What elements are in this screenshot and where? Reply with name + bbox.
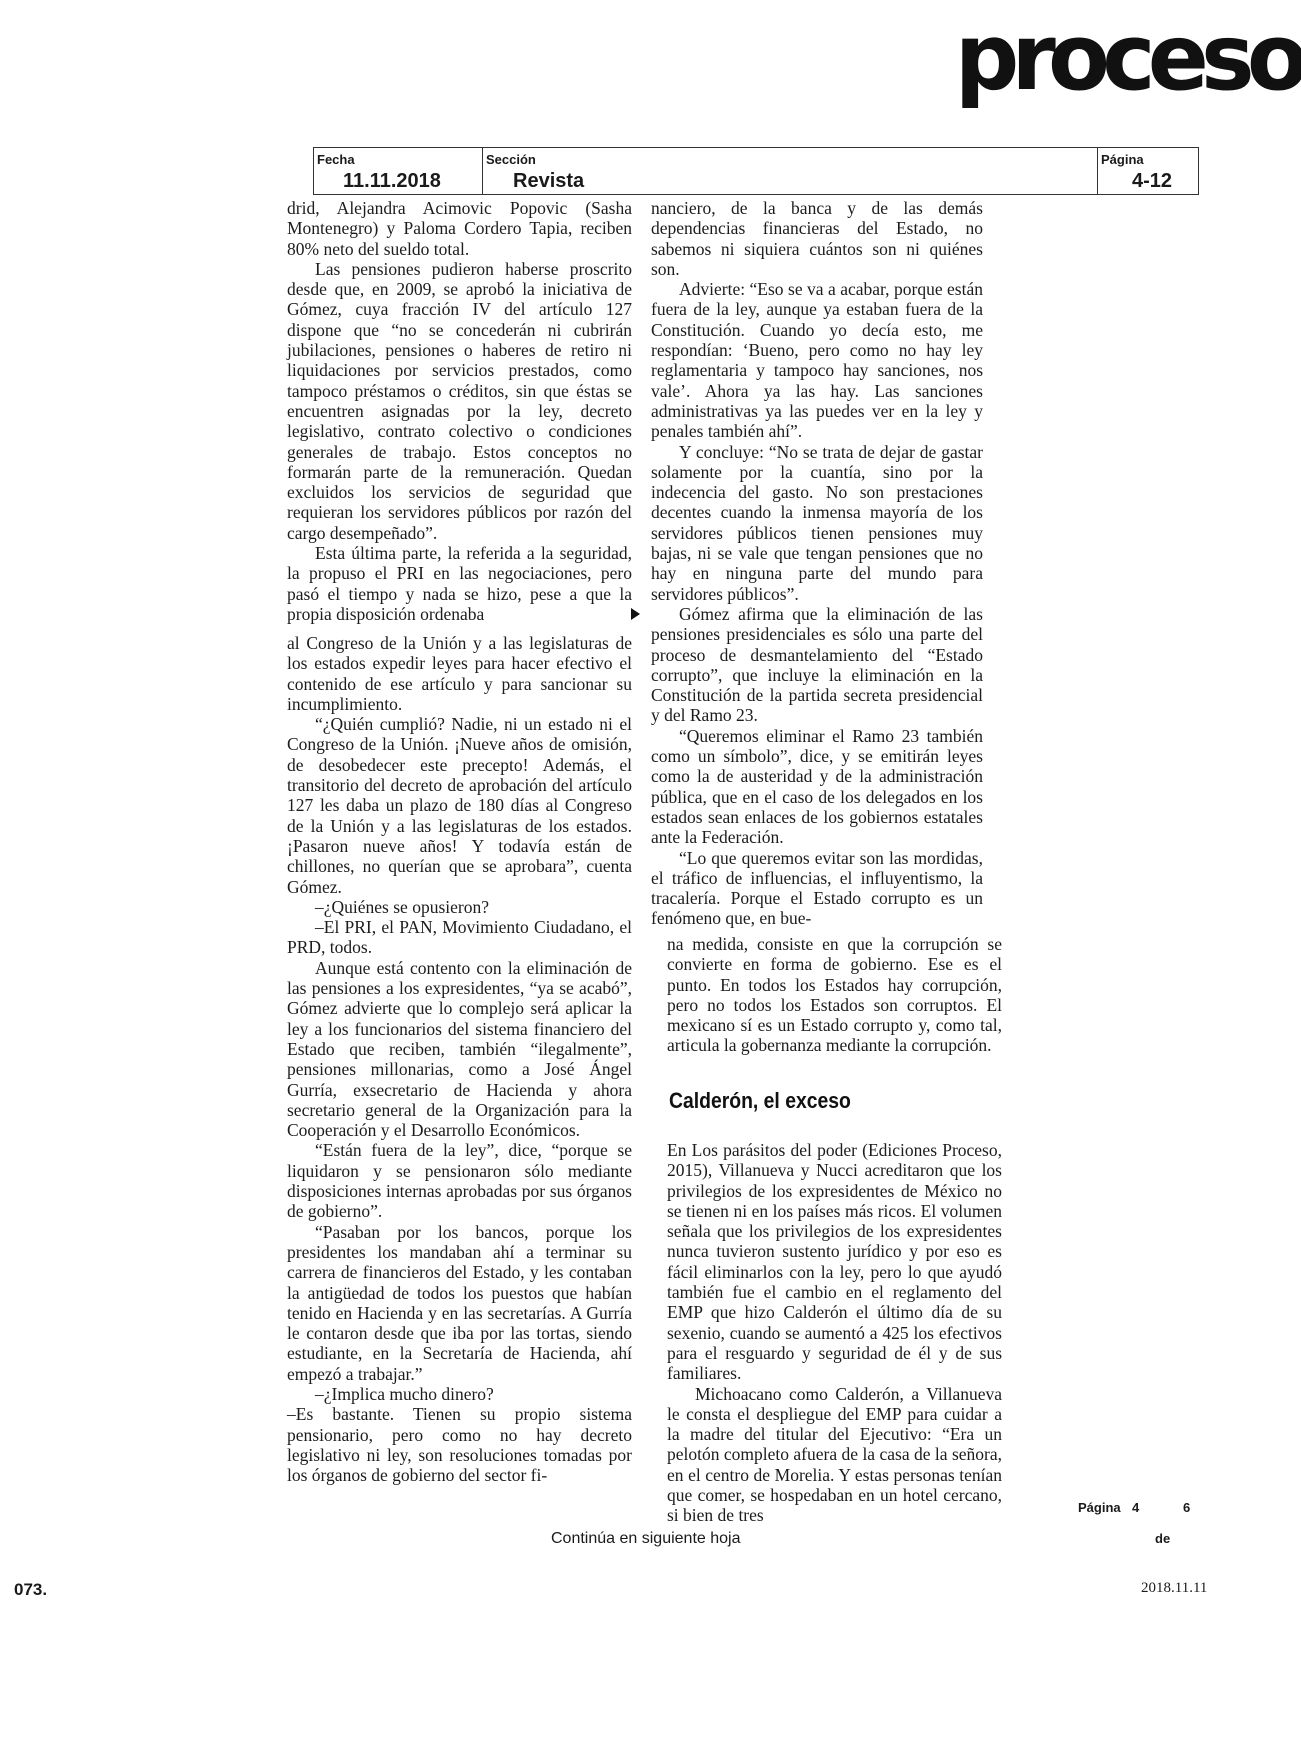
- footer-date: 2018.11.11: [1141, 1580, 1208, 1596]
- paragraph: “Están fuera de la ley”, dice, “porque se liquidaron y se pensionaron sólo mediante disposiciones internas aprobadas por sus órganos de gobierno”.: [287, 1140, 632, 1222]
- continue-arrow-icon: [631, 608, 640, 620]
- proceso-logo: proceso: [954, 4, 1301, 111]
- paragraph: Y concluye: “No se trata de dejar de gastar solamente por la cuantía, sino por la indecencia del gasto. No son prestaciones decentes cuando la inmensa mayoría de los servidores públicos tienen pensiones muy bajas, ni se vale que tengan pensiones que no hay en ninguna parte del mundo para servidores públicos”.: [651, 441, 983, 604]
- column-1-bottom: [287, 633, 632, 1485]
- paragraph: nanciero, de la banca y de las demás dependencias financieras del Estado, no sabemos ni siquiera cuántos son ni quiénes son.: [651, 198, 983, 279]
- paragraph: “¿Quién cumplió? Nadie, ni un estado ni el Congreso de la Unión. ¡Nueve años de omisión, de desobedecer este precepto! Además, el transitorio del decreto de aprobación del artículo 127 les daba un plazo de 180 días al Congreso de la Unión y a las legislaturas de los estados. ¡Pasaron nueve años! Y todavía están de chillones, no querían que se aprobara”, cuenta Gómez.: [287, 714, 632, 897]
- paragraph: Esta última parte, la referida a la seguridad, la propuso el PRI en las negociaciones, pero pasó el tiempo y nada se hizo, pese a que la propia disposición ordenaba: [287, 543, 632, 624]
- pagina-footer-label: Página: [1078, 1500, 1121, 1515]
- pagina-footer-num: 4: [1132, 1500, 1140, 1515]
- footer-code: 073.: [14, 1580, 48, 1599]
- paragraph: Las pensiones pudieron haberse proscrito desde que, en 2009, se aprobó la iniciativa de Gómez, cuya fracción IV del artículo 127 dispone que “no se concederán ni cubrirán jubilaciones, pensiones o haberes de retiro ni liquidaciones por servicios prestados, como tampoco préstamos o créditos, sin que éstas se encuentren asignadas por la ley, decreto legislativo, contrato colectivo o condiciones generales de trabajo. Estos conceptos no formarán parte de la remuneración. Quedan excluidos los servicios de seguridad que requieran los servidores públicos por razón del cargo desempeñado”.: [287, 258, 632, 543]
- paragraph: Advierte: “Eso se va a acabar, porque están fuera de la ley, aunque ya estaban fuera de la Constitución. Cuando yo decía esto, me respondían: ‘Bueno, pero como no hay ley reglamentaria y tampoco hay sanciones, nos vale’. Ahora ya las hay. Las sanciones administrativas ya las puedes ver en la ley y penales también ahí”.: [651, 279, 983, 442]
- fecha-cell: [314, 148, 483, 194]
- paragraph: En Los parásitos del poder (Ediciones Proceso, 2015), Villanueva y Nucci acreditaron que los privilegios de los expresidentes de México no se tienen ni en los países más ricos. El volumen señala que los privilegios de los expresidentes nunca tuvieron sustento jurídico y por eso es fácil eliminarlos con la ley, pero lo que ayudó también fue el cambio en el reglamento del EMP que hizo Calderón el último día de su sexenio, cuando se aumentó a 425 los efectivos para el resguardo y seguridad de él y de sus familiares.: [667, 1140, 1002, 1384]
- paragraph: Michoacano como Calderón, a Villanueva le consta el despliegue del EMP para cuidar a la madre del titular del Ejecutivo: “Era un pelotón completo afuera de la casa de la señora, en el centro de Morelia. Y estas personas tenían que comer, se hospedaban en un hotel cercano, si bien de tres: [667, 1383, 1002, 1526]
- column-2-top: [651, 198, 983, 929]
- column-2-middle: [667, 934, 1002, 1056]
- pagina-footer-total: 6: [1183, 1500, 1191, 1515]
- paragraph: Aunque está contento con la eliminación de las pensiones a los expresidentes, “ya se acabó”, Gómez advierte que lo complejo será aplicar la ley a los funcionarios del sistema financiero del Estado que reciben, también “ilegalmente”, pensiones millonarias, como a José Ángel Gurría, exsecretario de Hacienda y ahora secretario general de la Organización para la Cooperación y el Desarrollo Económicos.: [287, 957, 632, 1141]
- pagina-footer-de: de: [1155, 1531, 1171, 1546]
- paragraph: al Congreso de la Unión y a las legislaturas de los estados expedir leyes para hacer efectivo el contenido de ese artículo y para sancionar su incumplimiento.: [287, 633, 632, 714]
- paragraph: –El PRI, el PAN, Movimiento Ciudadano, el PRD, todos.: [287, 917, 632, 958]
- paragraph: na medida, consiste en que la corrupción se convierte en forma de gobierno. Ese es el punto. En todos los Estados hay corrupción, pero no todos los Estados son corruptos. El mexicano sí es un Estado corrupto y, como tal, articula la gobernanza mediante la corrupción.: [667, 934, 1002, 1056]
- continua-note: Continúa en siguiente hoja: [551, 1530, 741, 1547]
- seccion-label: Sección: [486, 152, 536, 167]
- column-2-bottom: [667, 1140, 1002, 1526]
- metadata-header: [313, 147, 1199, 195]
- paragraph: Gómez afirma que la eliminación de las pensiones presidenciales es sólo una parte del proceso de desmantelamiento del “Estado corrupto”, que incluye la eliminación en la Constitución de la partida secreta presidencial y del Ramo 23.: [651, 603, 983, 726]
- column-1-top: [287, 198, 632, 624]
- paragraph: “Queremos eliminar el Ramo 23 también como un símbolo”, dice, y se emitirán leyes como la de austeridad y de la administración pública, que en el caso de los delegados en los estados sean enlaces de los gobiernos estatales ante la Federación.: [651, 725, 983, 848]
- fecha-label: Fecha: [317, 152, 355, 167]
- fecha-value: 11.11.2018: [343, 170, 441, 192]
- paragraph: drid, Alejandra Acimovic Popovic (Sasha Montenegro) y Paloma Cordero Tapia, reciben 80% neto del sueldo total.: [287, 198, 632, 259]
- paragraph: –¿Implica mucho dinero?: [315, 1383, 494, 1404]
- section-subhead: Calderón, el exceso: [669, 1088, 851, 1113]
- paragraph: –Es bastante. Tienen su propio sistema pensionario, pero como no hay decreto legislativo ni ley, son resoluciones tomadas por los órganos de gobierno del sector fi-: [287, 1404, 632, 1486]
- seccion-value: Revista: [513, 170, 585, 192]
- paragraph: “Pasaban por los bancos, porque los presidentes los mandaban ahí a terminar su carrera de financieros del Estado, y les contaban la antigüedad de todos los puestos que habían tenido en Hacienda y en las secretarías. A Gurría le contaron desde que iba por las tortas, siendo estudiante, en la Secretaría de Hacienda, ahí empezó a trabajar.”: [287, 1221, 632, 1384]
- seccion-cell: [483, 148, 1097, 194]
- paragraph: “Lo que queremos evitar son las mordidas, el tráfico de influencias, el influyentismo, la tracalería. Porque el Estado corrupto es un fenómeno que, en bue-: [651, 847, 983, 929]
- pagina-label: Página: [1101, 152, 1144, 167]
- pagina-cell: [1097, 148, 1199, 194]
- pagina-value: 4-12: [1132, 170, 1173, 192]
- paragraph: –¿Quiénes se opusieron?: [315, 896, 489, 917]
